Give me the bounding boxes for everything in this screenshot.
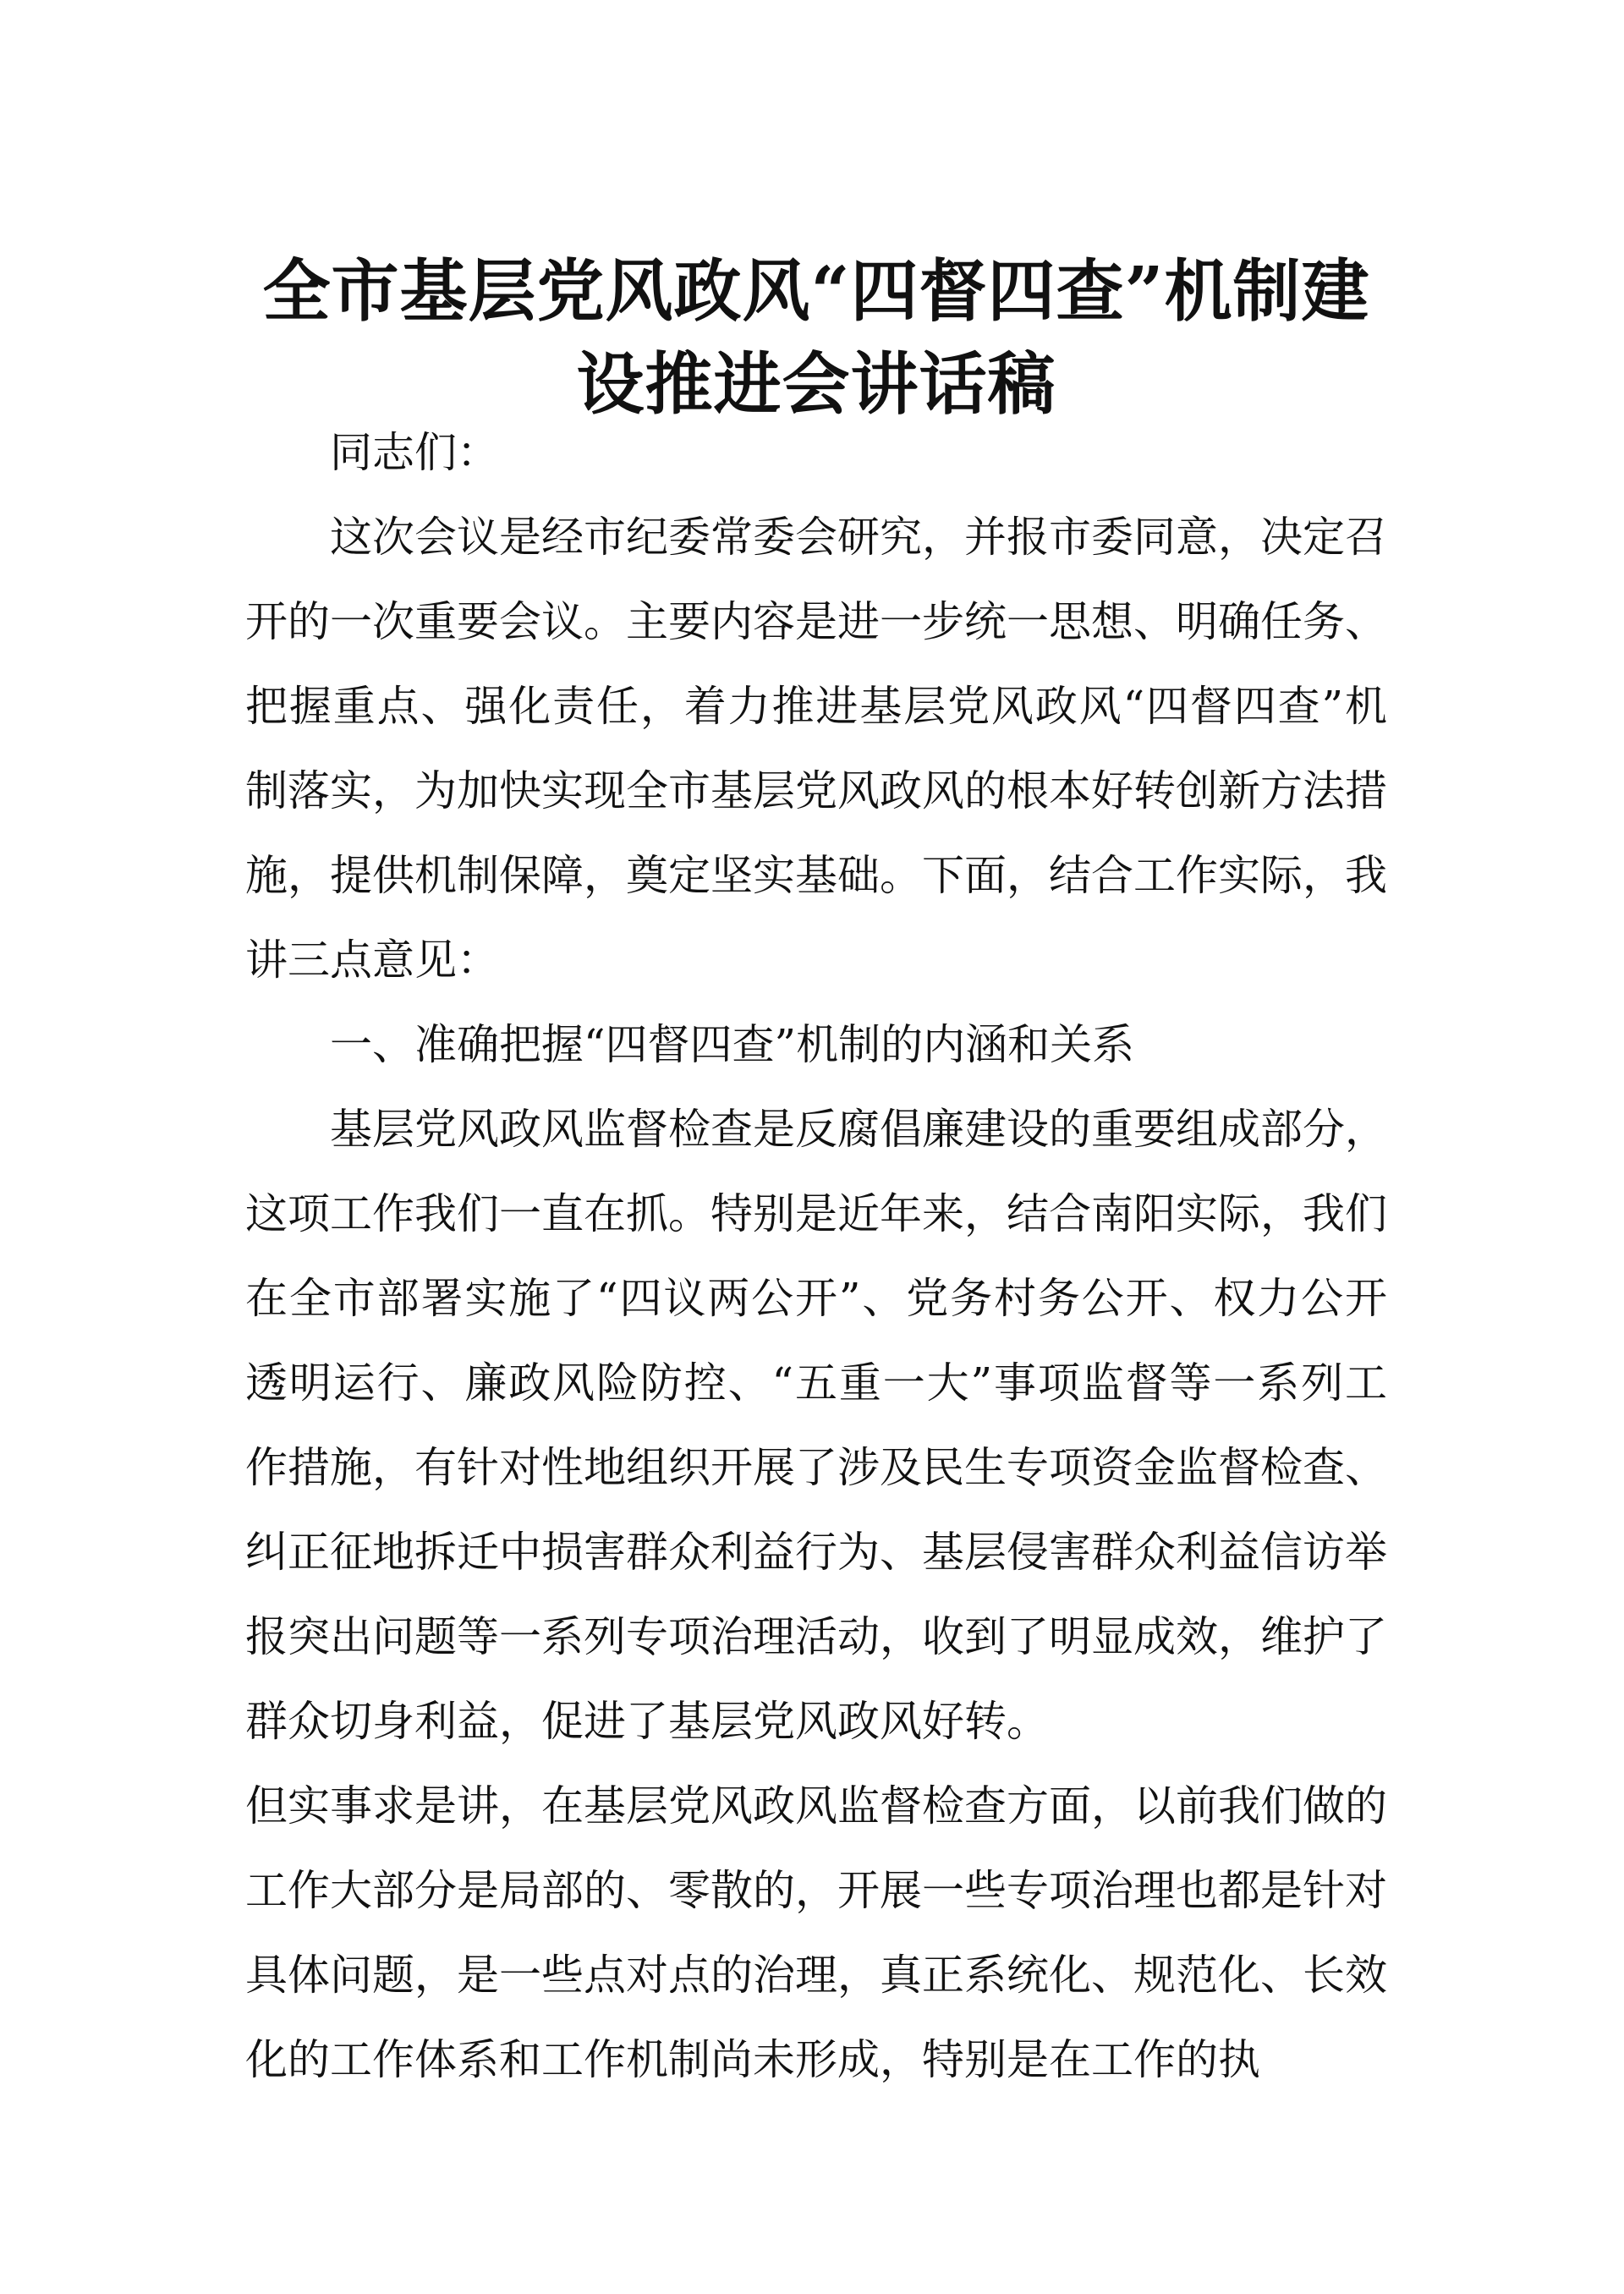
title-line-2: 设推进会讲话稿	[576, 343, 1056, 424]
paragraph-section-1: 基层党风政风监督检查是反腐倡廉建设的重要组成部分，这项工作我们一直在抓。特别是近年来，结合南阳实际，我们在全市部署实施了“四议两公开”、党务村务公开、权力公开透明运行、廉政风险防控、“五重一大”事项监督等一系列工作措施，有针对性地组织开展了涉及民生专项资金监督检查、纠正征地拆迁中损害群众利益行为、基层侵害群众利益信访举报突出问题等一系列专项治理活动，收到了明显成效，维护了群众切身利益，促进了基层党风政风好转。	[245, 1105, 1387, 1746]
title-line-1: 全市基层党风政风“四督四查”机制建	[262, 250, 1370, 331]
paragraph-intro: 这次会议是经市纪委常委会研究，并报市委同意，决定召开的一次重要会议。主要内容是进一步统一思想、明确任务、把握重点、强化责任，着力推进基层党风政风“四督四查”机制落实，为加快实现全市基层党风政风的根本好转创新方法措施，提供机制保障，奠定坚实基础。下面，结合工作实际，我讲三点意见：	[245, 513, 1387, 985]
document-body	[245, 410, 1387, 2102]
section-heading-1: 一、准确把握“四督四查”机制的内涵和关系	[330, 1020, 1135, 1069]
document-title	[245, 244, 1387, 431]
salutation: 同志们：	[330, 428, 499, 477]
paragraph-continuation: 但实事求是讲，在基层党风政风监督检查方面，以前我们做的工作大部分是局部的、零散的，开展一些专项治理也都是针对具体问题，是一些点对点的治理，真正系统化、规范化、长效化的工作体系和工作机制尚未形成，特别是在工作的执	[245, 1781, 1387, 2084]
